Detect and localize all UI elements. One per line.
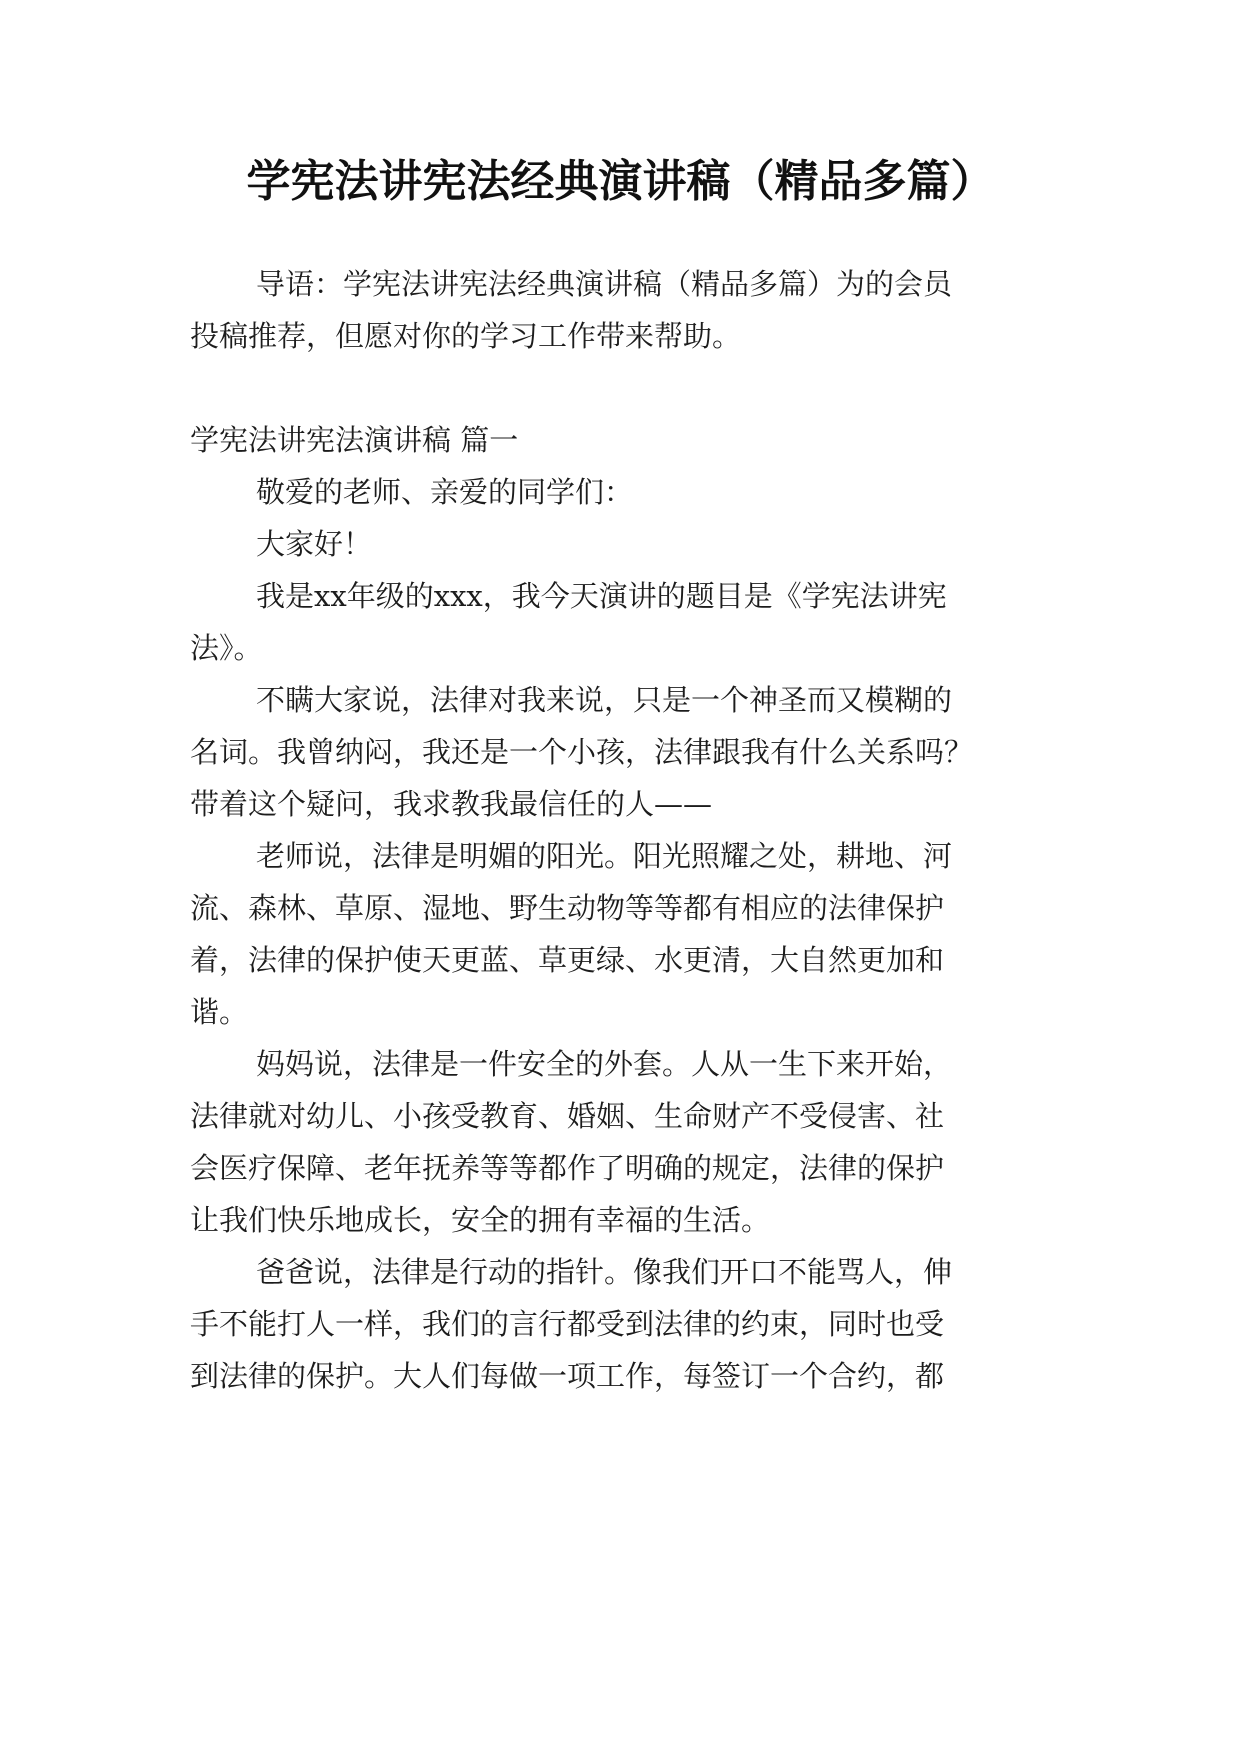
paragraph-5-line-1: 爸爸说，法律是行动的指针。像我们开口不能骂人，伸 (256, 1255, 953, 1289)
paragraph-2-line-1: 不瞒大家说，法律对我来说，只是一个神圣而又模糊的 (256, 683, 953, 717)
paragraph-2-line-3: 带着这个疑问，我求教我最信任的人—— (190, 787, 713, 821)
paragraph-1-line-1: 我是xx年级的xxx，我今天演讲的题目是《学宪法讲宪 (256, 579, 947, 613)
hello-line: 大家好！ (256, 527, 373, 561)
paragraph-3-line-3: 着，法律的保护使天更蓝、草更绿、水更清，大自然更加和 (190, 943, 945, 977)
section-heading: 学宪法讲宪法演讲稿 篇一 (190, 423, 519, 457)
paragraph-4-line-2: 法律就对幼儿、小孩受教育、婚姻、生命财产不受侵害、社 (190, 1099, 945, 1133)
paragraph-3-line-1: 老师说，法律是明媚的阳光。阳光照耀之处，耕地、河 (256, 839, 953, 873)
paragraph-5-line-2: 手不能打人一样，我们的言行都受到法律的约束，同时也受 (190, 1307, 945, 1341)
intro-line-2: 投稿推荐，但愿对你的学习工作带来帮助。 (190, 319, 742, 353)
paragraph-1-line-2: 法》。 (190, 631, 263, 665)
paragraph-3-line-4: 谐。 (190, 995, 249, 1029)
greeting: 敬爱的老师、亲爱的同学们： (256, 475, 634, 509)
paragraph-5-line-3: 到法律的保护。大人们每做一项工作，每签订一个合约，都 (190, 1359, 945, 1393)
paragraph-4-line-4: 让我们快乐地成长，安全的拥有幸福的生活。 (190, 1203, 771, 1237)
paragraph-4-line-3: 会医疗保障、老年抚养等等都作了明确的规定，法律的保护 (190, 1151, 945, 1185)
paragraph-3-line-2: 流、森林、草原、湿地、野生动物等等都有相应的法律保护 (190, 891, 945, 925)
paragraph-4-line-1: 妈妈说，法律是一件安全的外套。人从一生下来开始， (256, 1047, 953, 1081)
document-title: 学宪法讲宪法经典演讲稿（精品多篇） (246, 156, 995, 207)
paragraph-2-line-2: 名词。我曾纳闷，我还是一个小孩，法律跟我有什么关系吗？ (190, 735, 974, 769)
intro-line-1: 导语：学宪法讲宪法经典演讲稿（精品多篇）为的会员 (256, 267, 953, 301)
